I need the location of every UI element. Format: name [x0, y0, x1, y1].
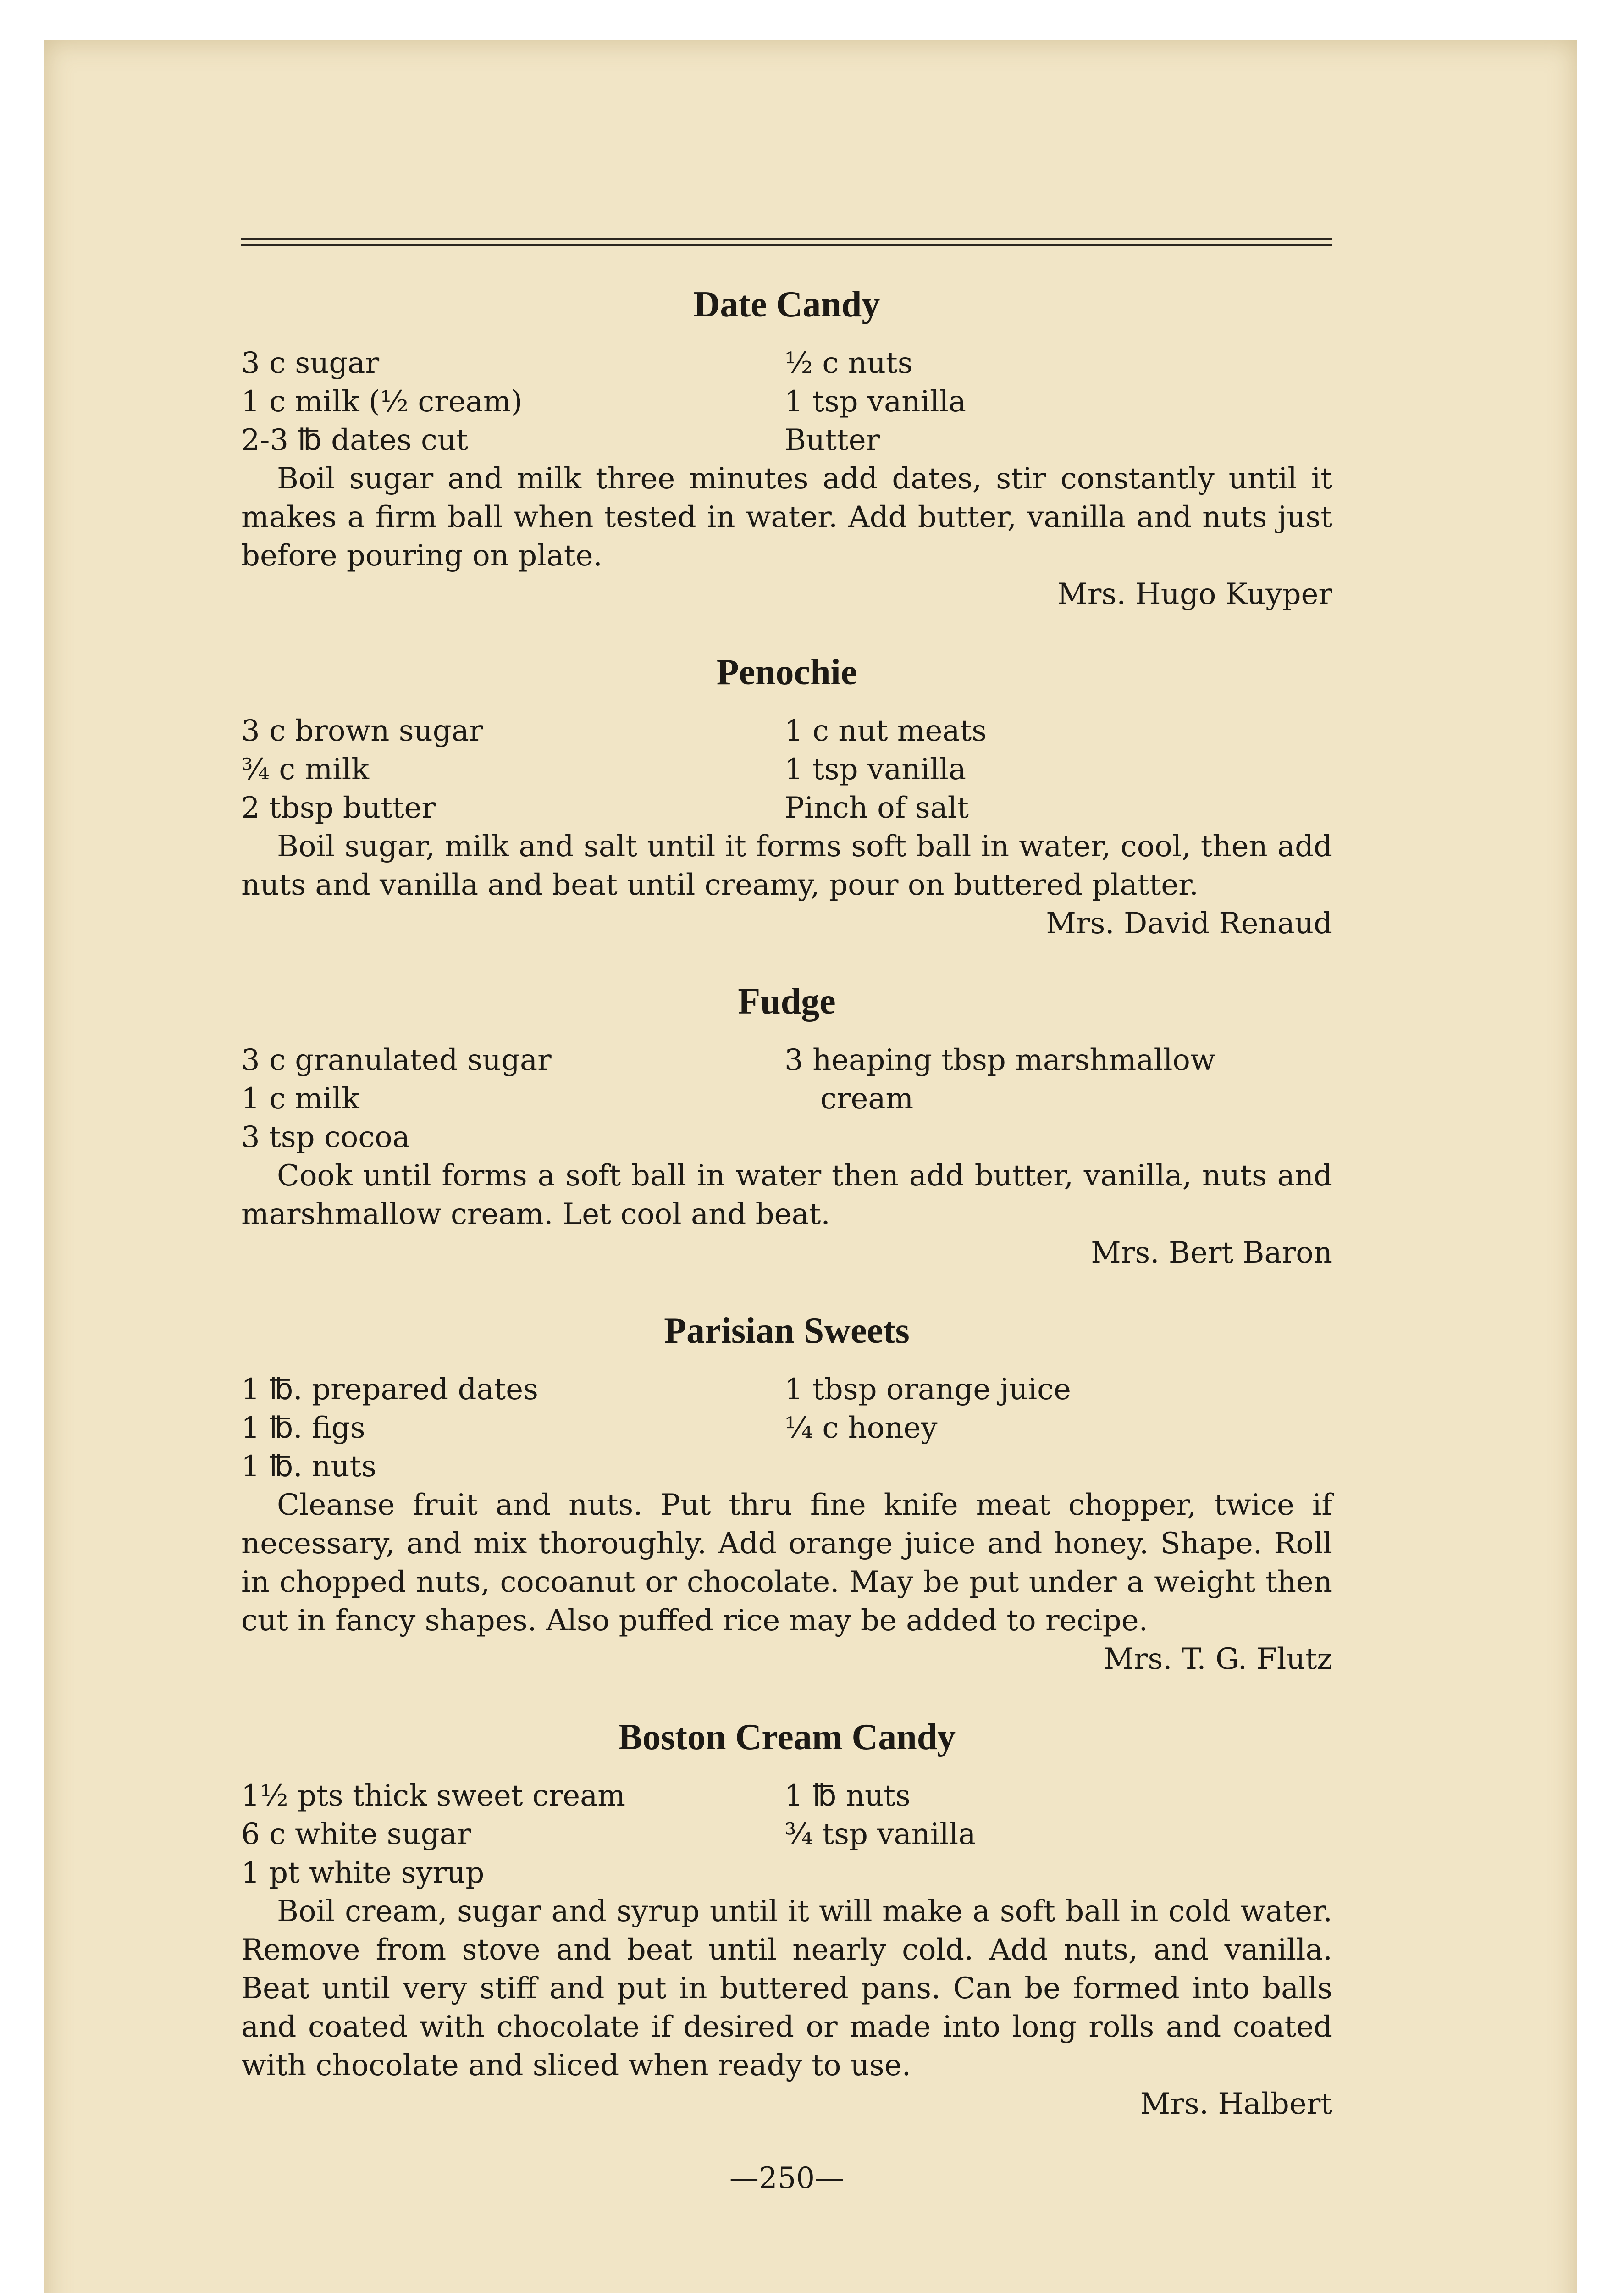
ingredient: ¾ tsp vanilla	[784, 1817, 976, 1851]
recipe-title: Boston Cream Candy	[618, 1717, 956, 1757]
recipe-author: Mrs. David Renaud	[1046, 907, 1332, 941]
ingredient-list	[241, 712, 1332, 827]
recipe-method: Boil cream, sugar and syrup until it will make a soft ball in cold water. Remove from stove and beat until nearly cold. Add nuts, and vanilla. Beat until very stiff and put in buttered pans. Can be formed into balls and coated with chocolate if desired or made into long rolls and coated with chocolate and sliced when ready to use.	[241, 1894, 1332, 2083]
recipe-method: Cook until forms a soft ball in water then add butter, vanilla, nuts and marshmallow cream. Let cool and beat.	[241, 1159, 1332, 1231]
recipe-title: Penochie	[716, 652, 857, 692]
ingredient: 3 c sugar	[241, 346, 380, 380]
ingredient: 1 tbsp orange juice	[784, 1373, 1071, 1407]
recipe-boston-cream-candy	[241, 1714, 1332, 2123]
recipe-author: Mrs. Halbert	[1140, 2087, 1332, 2121]
ingredient: ¾ c milk	[241, 753, 369, 786]
ingredient: Butter	[784, 423, 880, 457]
cookbook-page	[241, 238, 1332, 2198]
ingredient: ¼ c honey	[784, 1411, 938, 1445]
ingredient: 3 tsp cocoa	[241, 1120, 410, 1154]
ingredient: 1 tsp vanilla	[784, 753, 967, 786]
recipe-author: Mrs. T. G. Flutz	[1104, 1642, 1332, 1676]
recipe-method: Boil sugar, milk and salt until it forms soft ball in water, cool, then add nuts and vanilla and beat until creamy, pour on buttered platter.	[241, 830, 1332, 902]
recipe-method: Cleanse fruit and nuts. Put thru fine knife meat chopper, twice if necessary, and mix thoroughly. Add orange juice and honey. Shape. Roll in chopped nuts, cocoanut or chocolate. May be put under a weight then cut in fancy shapes. Also puffed rice may be added to recipe.	[241, 1488, 1332, 1638]
ingredient: 1 pt white syrup	[241, 1856, 485, 1890]
recipe-date-candy	[241, 282, 1332, 614]
ingredient: 6 c white sugar	[241, 1817, 471, 1851]
ingredient: ½ c nuts	[784, 346, 913, 380]
ingredient: 1 ℔ nuts	[784, 1779, 911, 1813]
ingredient-list	[241, 1777, 1332, 1892]
ingredient: 1 ℔. prepared dates	[241, 1373, 538, 1407]
ingredient: 1½ pts thick sweet cream	[241, 1779, 625, 1813]
header-double-rule	[241, 238, 1332, 249]
ingredient: 2 tbsp butter	[241, 791, 436, 825]
ingredient: 2-3 ℔ dates cut	[241, 423, 468, 457]
ingredient: 1 ℔. nuts	[241, 1450, 377, 1484]
ingredient: Pinch of salt	[784, 791, 969, 825]
ingredient: 1 tsp vanilla	[784, 385, 967, 419]
recipe-title: Fudge	[738, 981, 836, 1022]
ingredient	[784, 1854, 1332, 1892]
ingredient: cream	[820, 1082, 914, 1116]
ingredient: 1 c nut meats	[784, 714, 987, 748]
recipe-title: Date Candy	[693, 284, 880, 325]
ingredient: 3 heaping tbsp marshmallow	[784, 1043, 1215, 1077]
ingredient	[784, 1447, 1332, 1486]
page-number: —250—	[729, 2161, 845, 2195]
recipe-penochie	[241, 649, 1332, 943]
recipe-author: Mrs. Bert Baron	[1091, 1236, 1332, 1270]
recipe-author: Mrs. Hugo Kuyper	[1057, 577, 1332, 611]
ingredient-list	[241, 344, 1332, 460]
ingredient: 1 c milk	[241, 1082, 359, 1116]
recipe-method: Boil sugar and milk three minutes add dates, stir constantly until it makes a firm ball when tested in water. Add butter, vanilla and nuts just before pouring on plate.	[241, 462, 1332, 573]
recipe-title: Parisian Sweets	[664, 1311, 910, 1351]
ingredient: 3 c brown sugar	[241, 714, 483, 748]
recipe-parisian-sweets	[241, 1308, 1332, 1678]
ingredient-list	[241, 1370, 1332, 1486]
ingredient: 1 ℔. figs	[241, 1411, 365, 1445]
ingredient	[784, 1118, 1332, 1157]
recipe-fudge	[241, 979, 1332, 1272]
ingredient: 3 c granulated sugar	[241, 1043, 552, 1077]
ingredient-list	[241, 1041, 1332, 1157]
ingredient: 1 c milk (½ cream)	[241, 385, 523, 419]
